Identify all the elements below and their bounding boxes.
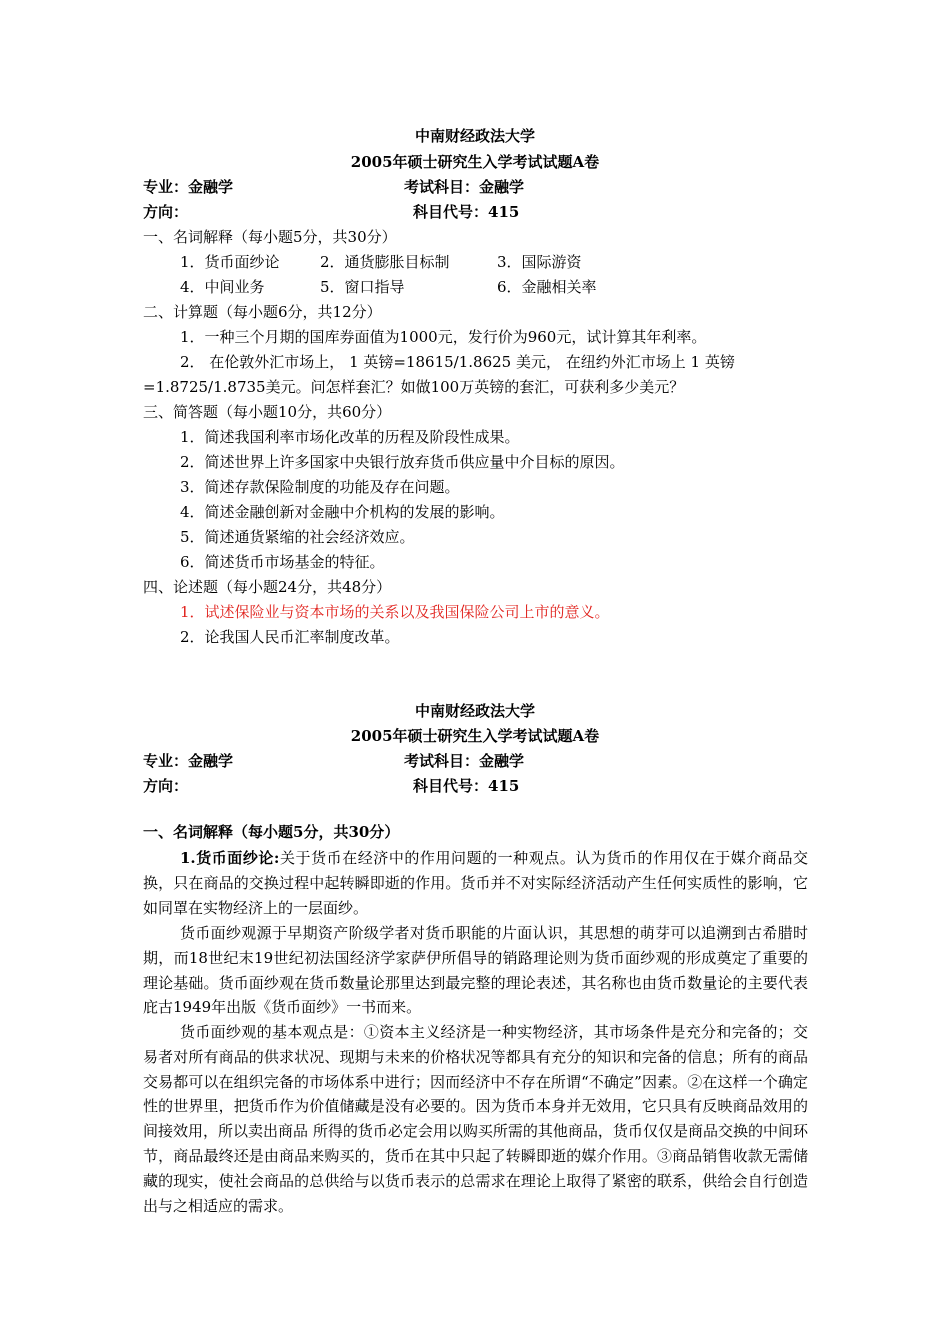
term-item: 5．窗口指导 <box>320 278 405 296</box>
part2-heading: 二、计算题（每小题6分，共12分） <box>143 303 382 321</box>
subject-label-2: 考试科目：金融学 <box>404 752 525 770</box>
exam-title-2: 2005年硕士研究生入学考试试题A卷 <box>350 727 600 745</box>
term-item: 6．金融相关率 <box>497 278 597 296</box>
part3-heading: 三、简答题（每小题10分，共60分） <box>143 403 392 421</box>
answer-paragraph-3: 货币面纱观的基本观点是：①资本主义经济是一种实物经济，其市场条件是充分和完备的；交易者对所有商品的供求状况、现期与未来的价格状况等都具有充分的知识和完备的信息；所有的商品交易都可以在组织完备的市场体系中进行；因而经济中不存在所谓“不确定”因素。②在这样一个确定性的世界里，把货币作为价值储藏是没有必要的。因为货币本身并无效用，它只具有反映商品效用的间接效用，所以卖出商品 所得的货币必定会用以购买所需的其他商品，货币仅仅是商品交换的中间环节，商品最终还是由商品来购买的，货币在其中只起了转瞬即逝的媒介作用。③商品销售收款无需储藏的现实，使社会商品的总供给与以货币表示的总需求在理论上取得了紧密的联系，供给会自行创造出与之相适应的需求。 <box>143 1023 808 1215</box>
code-label: 科目代号：415 <box>413 203 520 221</box>
term-item: 3．国际游资 <box>497 253 582 271</box>
answer-definition: 关于货币在经济中的作用问题的一种观点。认为货币的作用仅在于媒介商品交换，只在商品的交换过程中起转瞬即逝的作用。货币并不对实际经济活动产生任何实质性的影响，它如同罩在实物经济上的一层面纱。 <box>143 849 808 917</box>
subject-label: 考试科目：金融学 <box>404 178 525 196</box>
essay-question: 2．论我国人民币汇率制度改革。 <box>180 628 400 646</box>
term-item: 1．货币面纱论 <box>180 253 280 271</box>
answer-paragraph-1 <box>143 846 808 920</box>
school-title-2: 中南财经政法大学 <box>414 702 535 720</box>
answer-term-label: 1.货币面纱论: <box>180 849 280 867</box>
direction-label: 方向： <box>143 203 189 221</box>
exam-title: 2005年硕士研究生入学考试试题A卷 <box>350 153 600 171</box>
part1-heading: 一、名词解释（每小题5分，共30分） <box>143 228 397 246</box>
part4-heading: 四、论述题（每小题24分，共48分） <box>143 578 392 596</box>
term-item: 2．通货膨胀目标制 <box>320 253 450 271</box>
short-question: 6．简述货币市场基金的特征。 <box>180 553 385 571</box>
calc-question-1: 1．一种三个月期的国库券面值为1000元，发行价为960元，试计算其年利率。 <box>180 328 707 346</box>
code-label-2: 科目代号：415 <box>413 777 520 795</box>
calc-question-2-line2: =1.8725/1.8735美元。问怎样套汇？如做100万英镑的套汇，可获利多少美元？ <box>143 378 685 396</box>
short-question: 2．简述世界上许多国家中央银行放弃货币供应量中介目标的原因。 <box>180 453 625 471</box>
major-label: 专业：金融学 <box>143 178 234 196</box>
calc-question-2-line1: 2． 在伦敦外汇市场上， 1 英镑=18615/1.8625 美元， 在纽约外汇市场上 1 英镑 <box>180 353 735 371</box>
direction-label-2: 方向： <box>143 777 189 795</box>
answer-paragraph-2: 货币面纱观源于早期资产阶级学者对货币职能的片面认识，其思想的萌芽可以追溯到古希腊时期，而18世纪末19世纪初法国经济学家萨伊所倡导的销路理论则为货币面纱观的形成奠定了重要的理论基础。货币面纱观在货币数量论那里达到最完整的理论表述，其名称也由货币数量论的主要代表庇古1949年出版《货币面纱》一书而来。 <box>143 924 808 1017</box>
term-item: 4．中间业务 <box>180 278 265 296</box>
major-label-2: 专业：金融学 <box>143 752 234 770</box>
answer-heading: 一、名词解释（每小题5分，共30分） <box>143 823 400 841</box>
short-question: 5．简述通货紧缩的社会经济效应。 <box>180 528 415 546</box>
essay-question-highlighted: 1．试述保险业与资本市场的关系以及我国保险公司上市的意义。 <box>180 603 610 621</box>
short-question: 4．简述金融创新对金融中介机构的发展的影响。 <box>180 503 505 521</box>
short-question: 3．简述存款保险制度的功能及存在问题。 <box>180 478 460 496</box>
short-question: 1．简述我国利率市场化改革的历程及阶段性成果。 <box>180 428 520 446</box>
school-title: 中南财经政法大学 <box>414 127 535 145</box>
